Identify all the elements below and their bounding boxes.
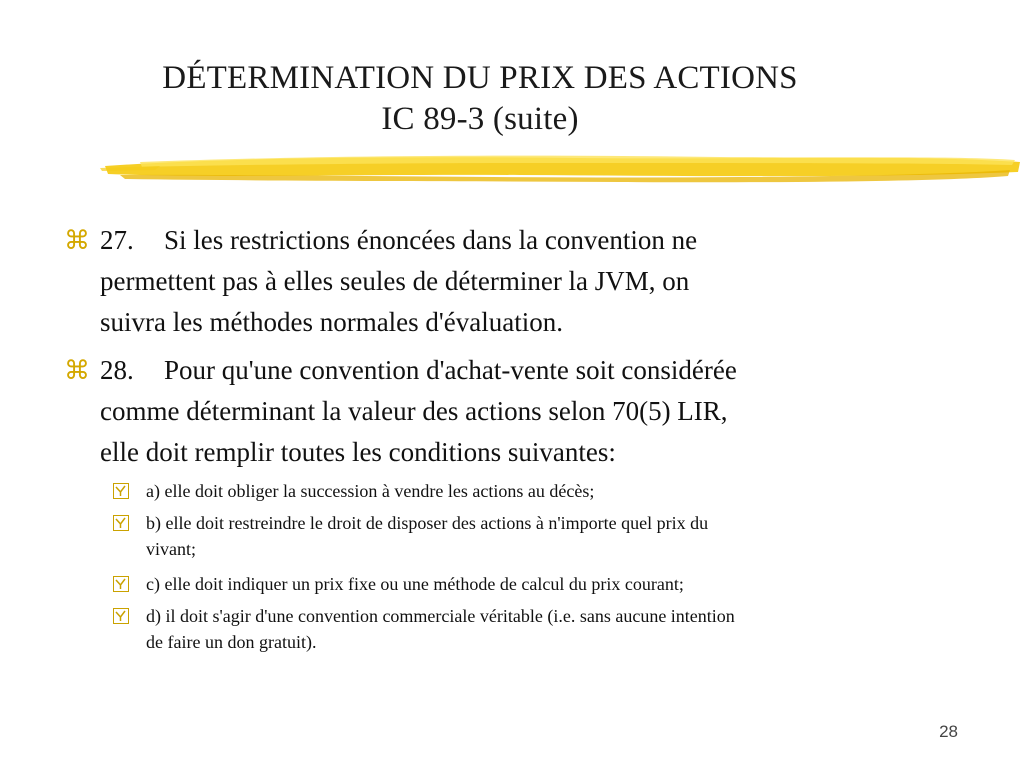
checkbox-check-icon bbox=[113, 483, 129, 499]
sub-bullet-text-line-2: de faire un don gratuit). bbox=[146, 632, 317, 652]
bullet-text-line-1: Pour qu'une convention d'achat-vente soit considérée bbox=[164, 355, 737, 385]
bullet-number: 27. bbox=[100, 225, 134, 255]
command-key-icon: ⌘ bbox=[64, 356, 90, 385]
sub-bullet-text: c) elle doit indiquer un prix fixe ou une méthode de calcul du prix courant; bbox=[146, 574, 684, 594]
title-line-2: IC 89-3 (suite) bbox=[381, 101, 579, 137]
bullet-text-line-3: elle doit remplir toutes les conditions suivantes: bbox=[100, 437, 616, 467]
checkbox-check-icon bbox=[113, 515, 129, 531]
sub-bullet-a bbox=[146, 478, 946, 504]
sub-bullet-b bbox=[146, 510, 946, 562]
brush-stroke-underline bbox=[100, 148, 1024, 188]
bullet-text-line-1: Si les restrictions énoncées dans la convention ne bbox=[164, 225, 698, 255]
checkbox-check-icon bbox=[113, 608, 129, 624]
sub-bullet-text: b) elle doit restreindre le droit de disposer des actions à n'importe quel prix du bbox=[146, 513, 709, 533]
bullet-text-line-3: suivra les méthodes normales d'évaluation. bbox=[100, 307, 563, 337]
checkbox-check-icon bbox=[113, 576, 129, 592]
sub-bullet-text-line-2: vivant; bbox=[146, 539, 196, 559]
sub-bullet-text: a) elle doit obliger la succession à vendre les actions au décès; bbox=[146, 481, 595, 501]
sub-bullet-text: d) il doit s'agir d'une convention commerciale véritable (i.e. sans aucune intention bbox=[146, 606, 735, 626]
bullet-number: 28. bbox=[100, 355, 134, 385]
title-line-1: DÉTERMINATION DU PRIX DES ACTIONS bbox=[162, 60, 798, 96]
bullet-text-line-2: permettent pas à elles seules de déterminer la JVM, on bbox=[100, 266, 690, 296]
bullet-text-line-2: comme déterminant la valeur des actions selon 70(5) LIR, bbox=[100, 396, 728, 426]
command-key-icon: ⌘ bbox=[64, 226, 90, 255]
bullet-27 bbox=[64, 220, 950, 343]
bullet-28 bbox=[64, 350, 950, 473]
sub-bullet-c bbox=[146, 571, 946, 597]
page-number: 28 bbox=[939, 722, 958, 741]
slide-title bbox=[0, 58, 960, 140]
sub-bullet-d bbox=[146, 603, 946, 655]
